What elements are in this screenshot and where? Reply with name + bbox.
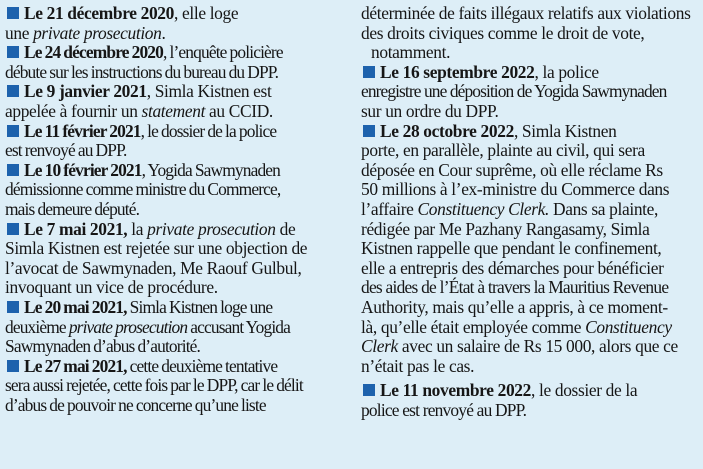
entry-text: , le dossier de la xyxy=(531,380,638,401)
entry-text: sera aussi rejetée, cette fois par le DPP, car le délit xyxy=(5,375,303,396)
entry-text: , Simla Kistnen est xyxy=(146,81,272,102)
entry-text: Dans sa plainte, xyxy=(549,198,659,219)
square-bullet-icon xyxy=(7,301,19,313)
entry-text: des aides de l’État à travers la Mauritius Revenue xyxy=(361,277,669,298)
entry-text: , Simla Kistnen xyxy=(513,120,617,141)
entry-text: rédigée par Me Pazhany Rangasamy, Simla xyxy=(361,218,650,239)
entry-italic: Constituency xyxy=(585,316,672,337)
entry-italic: Clerk xyxy=(361,336,398,357)
entry-date: Le 11 novembre 2022 xyxy=(380,380,531,401)
entry-date: Le 16 septembre 2022 xyxy=(380,61,535,82)
entry-text: Simla Kistnen loge une xyxy=(126,296,273,317)
timeline-entry xyxy=(5,161,343,220)
entry-text: est renvoyé au DPP. xyxy=(5,140,127,161)
entry-text: , elle loge xyxy=(174,3,239,23)
entry-date: Le 7 mai 2021, xyxy=(24,218,128,239)
entry-date: Le 21 décembre 2020 xyxy=(24,3,174,23)
entry-text: des droits civiques comme le droit de vote, xyxy=(361,22,645,43)
entry-text: , l’enquête policière xyxy=(163,42,283,63)
timeline-entry xyxy=(361,122,695,377)
timeline-entry xyxy=(361,63,695,122)
entry-italic: private prosecution xyxy=(68,316,188,337)
entry-text: n’était pas le cas. xyxy=(361,355,475,376)
entry-text: notamment. xyxy=(371,42,451,63)
entry-text: 50 millions à l’ex-ministre du Commerce dans xyxy=(361,179,670,200)
entry-text: , Yogida Sawmynaden xyxy=(141,159,281,180)
timeline-entry xyxy=(5,357,343,416)
timeline-entry-continued xyxy=(361,4,695,63)
timeline-entry xyxy=(5,298,343,357)
timeline-entry xyxy=(361,381,695,420)
entry-date: Le 20 mai 2021, xyxy=(24,296,127,317)
entry-text: la xyxy=(127,218,148,239)
entry-text: Authority, mais qu’elle a appris, à ce moment- xyxy=(361,296,668,317)
entry-text: mais demeure député. xyxy=(5,198,140,219)
square-bullet-icon xyxy=(7,7,19,19)
entry-text: Kistnen rappelle que pendant le confinement, xyxy=(361,238,662,259)
entry-date: Le 11 février 2021 xyxy=(24,120,141,141)
square-bullet-icon xyxy=(7,125,19,137)
entry-italic: statement xyxy=(141,100,206,121)
right-column xyxy=(361,4,695,420)
square-bullet-icon xyxy=(7,85,19,97)
entry-text: invoquant un vice de procédure. xyxy=(5,277,218,298)
entry-italic: private prosecution xyxy=(147,218,276,239)
timeline-entry xyxy=(5,122,343,161)
entry-text: l’avocat de Sawmynaden, Me Raouf Gulbul, xyxy=(5,257,302,278)
square-bullet-icon xyxy=(7,164,19,176)
entry-text: accusant Yogida xyxy=(187,316,291,337)
square-bullet-icon xyxy=(363,66,375,78)
timeline-entry xyxy=(5,4,343,43)
entry-text: d’abus de pouvoir ne concerne qu’une liste xyxy=(5,394,266,415)
entry-text: porte, en parallèle, plainte au civil, qui sera xyxy=(361,140,645,161)
entry-text: police est renvoyé au DPP. xyxy=(361,399,527,420)
entry-date: Le 24 décembre 2020 xyxy=(24,42,163,63)
entry-text: de xyxy=(275,218,296,239)
entry-date: Le 27 mai 2021, xyxy=(24,355,127,376)
entry-date: Le 28 octobre 2022 xyxy=(380,120,514,141)
entry-text: . xyxy=(161,22,166,43)
entry-text: sur un ordre du DPP. xyxy=(361,100,499,121)
entry-text: cette deuxième tentative xyxy=(126,355,278,376)
square-bullet-icon xyxy=(7,360,19,372)
entry-text: déposée en Cour suprême, où elle réclame Rs xyxy=(361,159,663,180)
entry-text: déterminée de faits illégaux relatifs aux violations xyxy=(361,3,691,23)
entry-text: Simla Kistnen est rejetée sur une objection de xyxy=(5,238,308,259)
entry-text: au CCID. xyxy=(205,100,273,121)
entry-text: enregistre une déposition de Yogida Sawmynaden xyxy=(361,81,667,102)
entry-text: Sawmynaden d’abus d’autorité. xyxy=(5,336,201,357)
entry-text: une xyxy=(5,22,34,43)
left-column xyxy=(5,4,343,415)
entry-text: l’affaire xyxy=(361,198,418,219)
entry-text: démissionne comme ministre du Commerce, xyxy=(5,179,281,200)
entry-text: appelée à fournir un xyxy=(5,100,142,121)
entry-text: débute sur les instructions du bureau du DPP. xyxy=(5,61,279,82)
square-bullet-icon xyxy=(7,46,19,58)
entry-date: Le 9 janvier 2021 xyxy=(24,81,147,102)
entry-text: là, qu’elle était employée comme xyxy=(361,316,586,337)
entry-italic: private prosecution xyxy=(33,22,162,43)
timeline-entry xyxy=(5,43,343,82)
entry-text: avec un salaire de Rs 15 000, alors que ce xyxy=(397,336,678,357)
entry-text: , le dossier de la police xyxy=(140,120,277,141)
square-bullet-icon xyxy=(363,384,375,396)
entry-text: , la police xyxy=(534,61,599,82)
square-bullet-icon xyxy=(7,223,19,235)
entry-date: Le 10 février 2021 xyxy=(24,159,142,180)
entry-text: elle a entrepris des démarches pour bénéficier xyxy=(361,257,664,278)
timeline-entry xyxy=(5,82,343,121)
entry-italic: Constituency Clerk. xyxy=(417,198,550,219)
entry-text: deuxième xyxy=(5,316,69,337)
timeline-entry xyxy=(5,220,343,298)
square-bullet-icon xyxy=(363,125,375,137)
